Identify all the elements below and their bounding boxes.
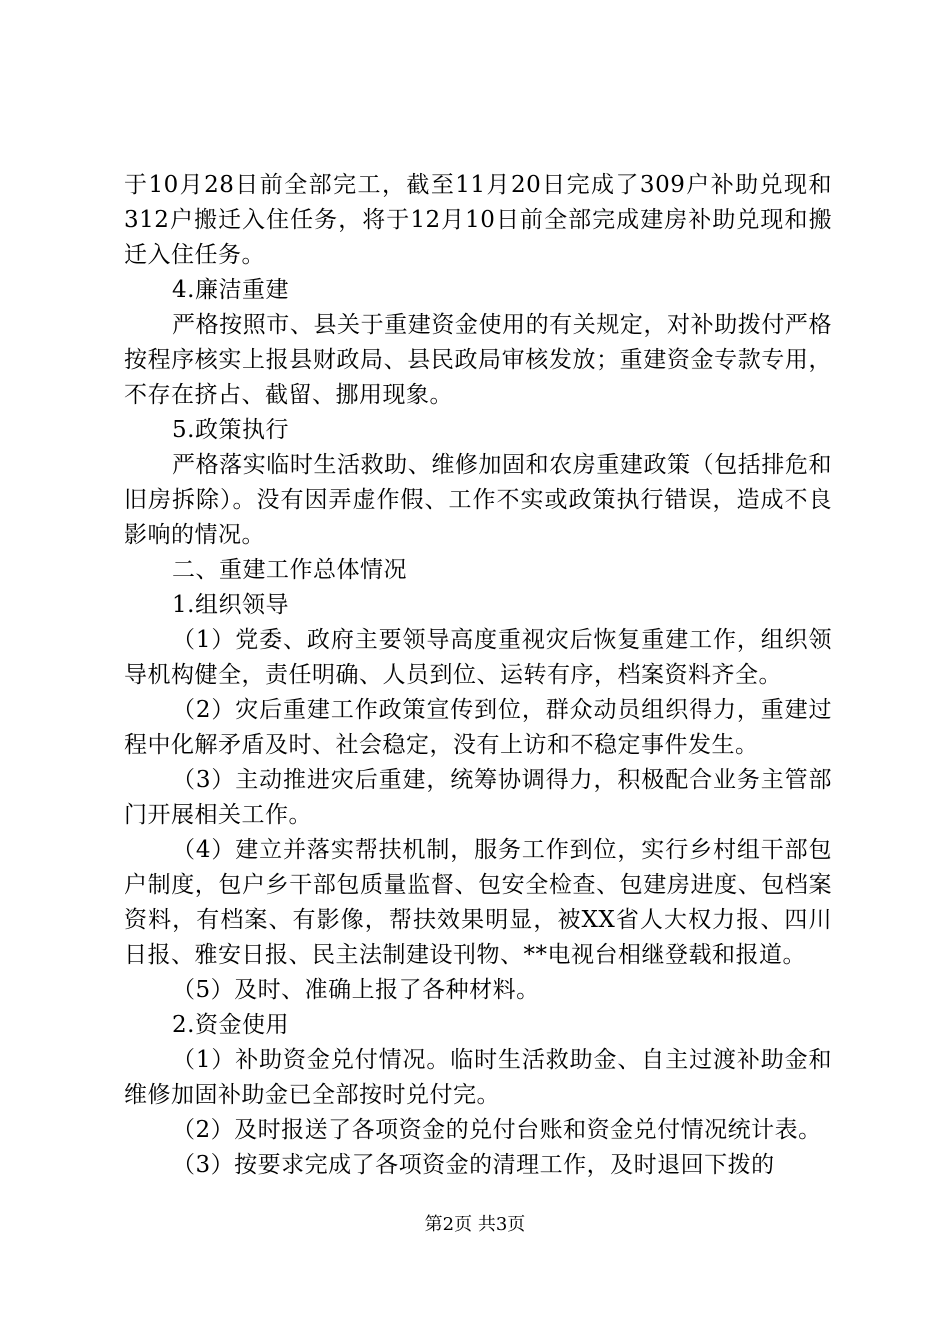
paragraph-11: （4）建立并落实帮扶机制，服务工作到位，实行乡村组干部包户制度，包户乡干部包质量监督、包安全检查、包建房进度、包档案资料，有档案、有影像，帮扶效果明显，被XX省人大权力报、四川日报、雅安日报、民主法制建设刊物、**电视台相继登载和报道。 (124, 837, 832, 968)
paragraph-8: （1）党委、政府主要领导高度重视灾后恢复重建工作，组织领导机构健全，责任明确、人员到位、运转有序，档案资料齐全。 (124, 627, 832, 688)
section-heading-2: 二、重建工作总体情况 (172, 557, 407, 583)
paragraph-10: （3）主动推进灾后重建，统筹协调得力，积极配合业务主管部门开展相关工作。 (124, 767, 832, 828)
heading-5: 5.政策执行 (172, 417, 289, 443)
paragraph-12: （5）及时、准确上报了各种材料。 (172, 977, 540, 1003)
page-footer: 第2页 共3页 (424, 1214, 526, 1235)
paragraph-14: （1）补助资金兑付情况。临时生活救助金、自主过渡补助金和维修加固补助金已全部按时兑付完。 (124, 1047, 832, 1108)
heading-4: 4.廉洁重建 (172, 277, 289, 303)
paragraph-15: （2）及时报送了各项资金的兑付台账和资金兑付情况统计表。 (172, 1117, 822, 1143)
paragraph-5: 严格落实临时生活救助、维修加固和农房重建政策（包括排危和旧房拆除）。没有因弄虚作假、工作不实或政策执行错误，造成不良影响的情况。 (124, 452, 832, 548)
paragraph-16: （3）按要求完成了各项资金的清理工作，及时退回下拨的 (172, 1152, 775, 1178)
subheading-1: 1.组织领导 (172, 592, 289, 618)
paragraph-3: 严格按照市、县关于重建资金使用的有关规定，对补助拨付严格按程序核实上报县财政局、县民政局审核发放；重建资金专款专用，不存在挤占、截留、挪用现象。 (124, 312, 832, 408)
paragraph-9: （2）灾后重建工作政策宣传到位，群众动员组织得力，重建过程中化解矛盾及时、社会稳定，没有上访和不稳定事件发生。 (124, 697, 832, 758)
document-body (124, 168, 832, 1183)
subheading-2: 2.资金使用 (172, 1012, 289, 1038)
paragraph-1: 于10月28日前全部完工，截至11月20日完成了309户补助兑现和312户搬迁入住任务，将于12月10日前全部完成建房补助兑现和搬迁入住任务。 (124, 172, 832, 268)
